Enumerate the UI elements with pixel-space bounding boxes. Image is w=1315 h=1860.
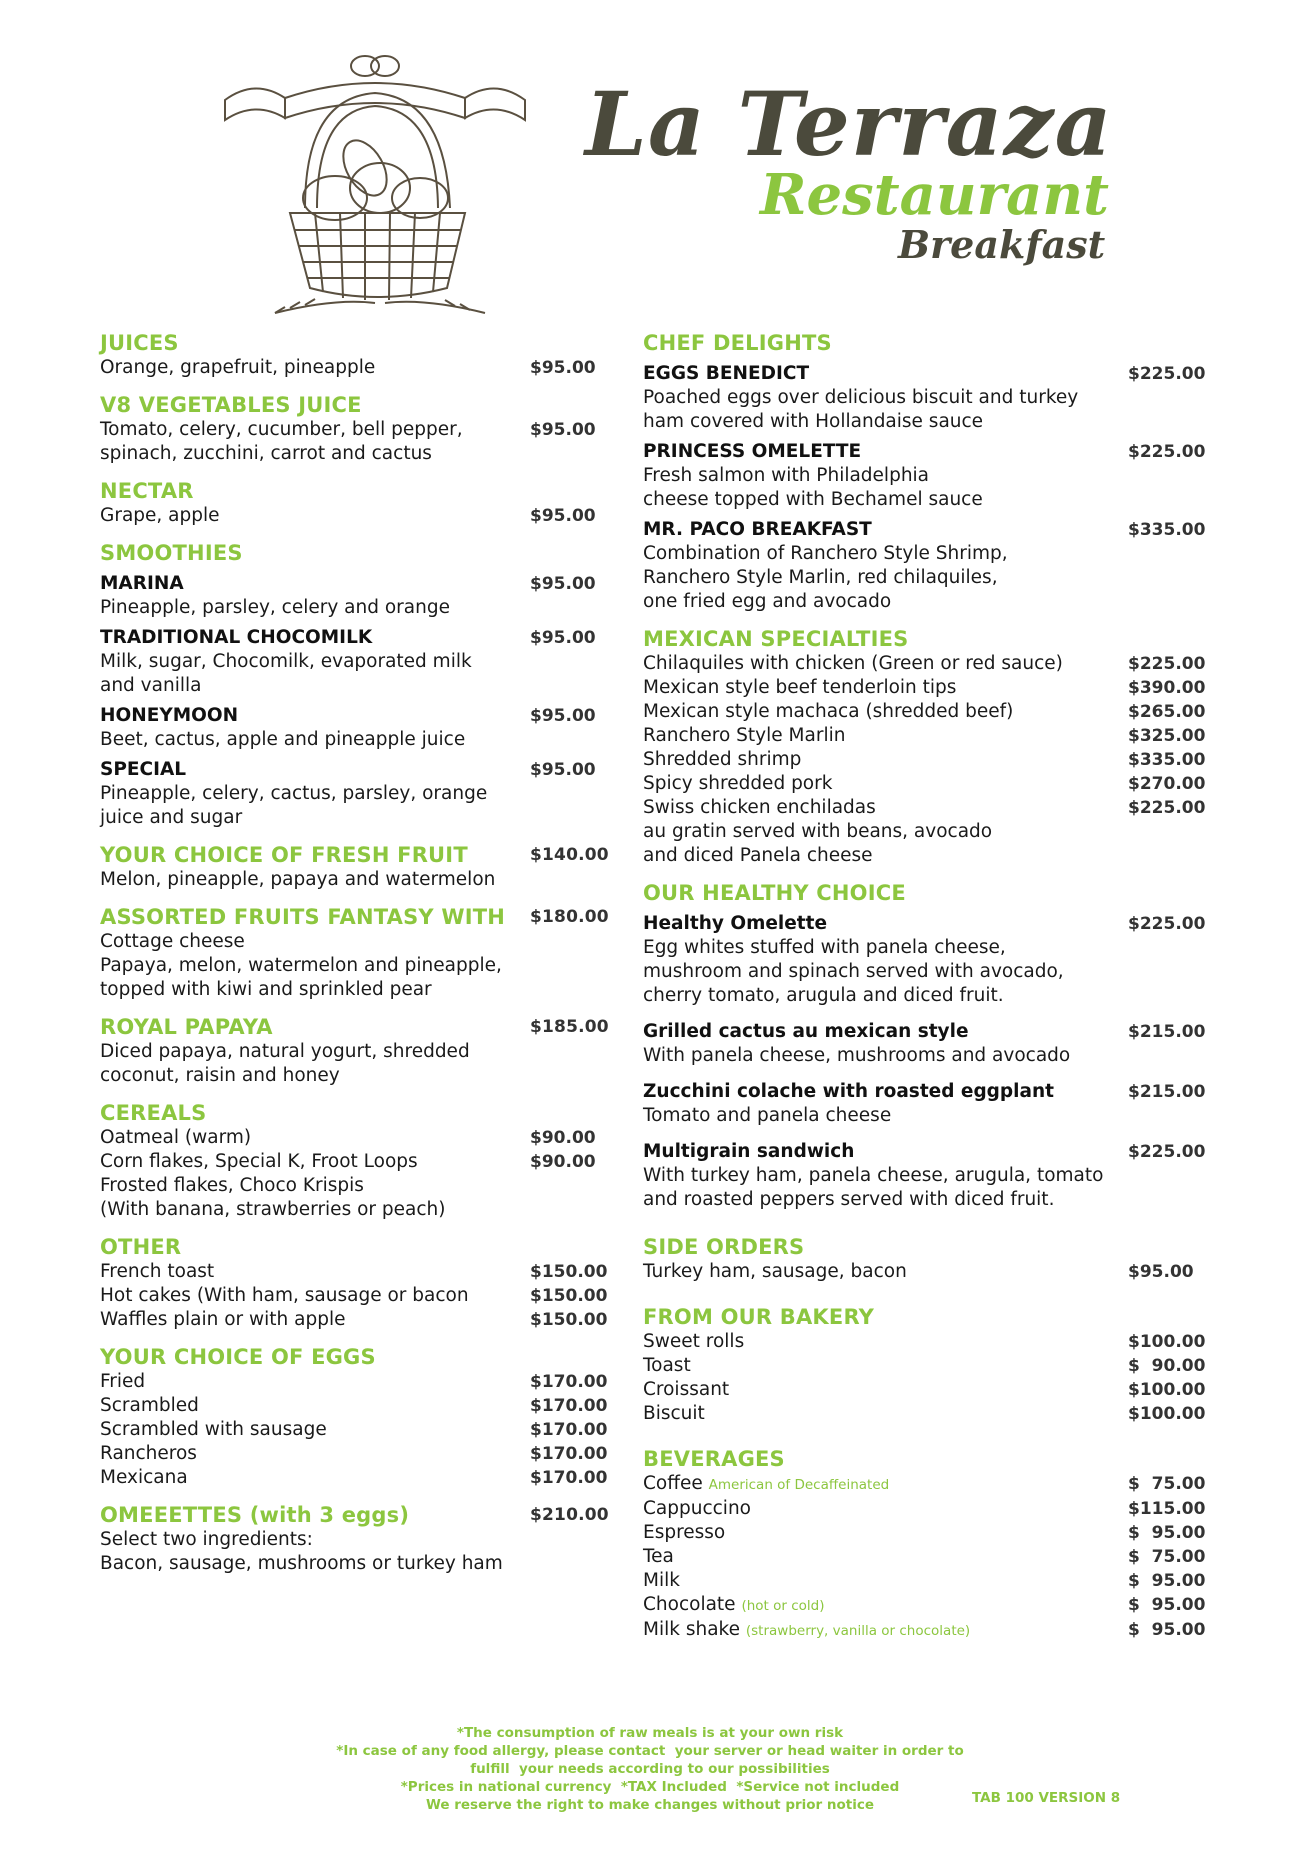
section-cereals [100,1100,605,1222]
section-omelettes [100,1502,609,1576]
menu-item [100,356,605,380]
item-desc: topped with kiwi and sprinkled pear [100,979,432,1000]
item-name: Grilled cactus au mexican style [643,1021,969,1042]
item-desc: mushroom and spinach served with avocado, [643,961,1064,982]
item-desc: Egg whites stuffed with panela cheese, [643,937,1006,958]
menu-item [100,1308,608,1332]
item-price: $ 90.00 [1128,1356,1206,1376]
item-price: $115.00 [1128,1499,1206,1519]
menu-item [643,518,1206,614]
item-desc: Combination of Ranchero Style Shrimp, [643,543,1008,564]
item-desc: Rancheros [100,1443,197,1464]
item-price: $170.00 [530,1420,608,1440]
item-price: $325.00 [1128,726,1206,746]
item-name: Zucchini colache with roasted eggplant [643,1081,1055,1102]
menu-item [100,1260,608,1284]
item-price: $225.00 [1128,364,1206,384]
item-note: (hot or cold) [741,1598,825,1614]
item-desc: Scrambled [100,1395,199,1416]
item-desc: and roasted peppers served with diced fruit. [643,1189,1055,1210]
menu-item [100,1370,608,1394]
item-price: $225.00 [1128,1142,1206,1162]
menu-item [643,362,1206,434]
section-bakery [643,1304,1206,1426]
item-desc: Ranchero Style Marlin, red chilaquiles, [643,567,998,588]
item-price: $170.00 [530,1468,608,1488]
item-price: $335.00 [1128,520,1206,540]
item-desc: Milk, sugar, Chocomilk, evaporated milk [100,651,472,672]
item-price: $95.00 [530,358,596,378]
item-desc: Shredded shrimp [643,749,802,770]
restaurant-name: La Terraza [585,72,1113,176]
section-other [100,1234,608,1332]
item-desc: Spicy shredded pork [643,773,833,794]
menu-item [643,1378,1206,1402]
item-desc: With panela cheese, mushrooms and avocado [643,1045,1071,1066]
footer-note: We reserve the right to make changes without prior notice [425,1797,875,1813]
item-desc: Select two ingredients: [100,1529,313,1550]
section-title [100,1502,609,1528]
menu-item [100,1418,608,1442]
item-desc: Swiss chicken enchiladas [643,797,876,818]
menu-meal-title: Breakfast [898,222,1106,267]
section-title-text: OMEEETTES (with 3 eggs) [100,1503,410,1527]
item-price: $100.00 [1128,1380,1206,1400]
item-price: $225.00 [1128,914,1206,934]
item-price: $225.00 [1128,798,1206,818]
menu-item [643,1080,1206,1128]
menu-item [100,758,605,830]
menu-item [100,704,605,752]
item-price: $140.00 [530,845,609,865]
item-price: $90.00 [530,1152,596,1172]
item-price: $225.00 [1128,654,1206,674]
item-desc: Tea [643,1546,674,1567]
menu-item [643,1497,1206,1521]
section-title: CEREALS [100,1101,207,1125]
menu-item [643,796,1206,820]
item-price: $270.00 [1128,774,1206,794]
menu-item [643,1330,1206,1354]
section-eggs [100,1344,608,1490]
footer-note: *The consumption of raw meals is at your own risk [456,1725,844,1741]
menu-item [100,504,605,528]
item-desc: Biscuit [643,1403,705,1424]
menu-item [643,440,1206,512]
item-desc: au gratin served with beans, avocado [643,821,993,842]
section-smoothies [100,540,605,830]
item-desc: coconut, raisin and honey [100,1065,340,1086]
item-desc: Hot cakes (With ham, sausage or bacon [100,1285,469,1306]
item-desc: Chocolate [643,1594,736,1615]
item-desc: Cappuccino [643,1498,751,1519]
item-price: $170.00 [530,1396,608,1416]
item-desc: Bacon, sausage, mushrooms or turkey ham [100,1553,503,1574]
menu-item [643,700,1206,724]
section-title: SIDE ORDERS [643,1235,805,1259]
section-title: YOUR CHOICE OF EGGS [100,1345,376,1369]
item-desc: Tomato and panela cheese [643,1105,892,1126]
section-title-text: ROYAL PAPAYA [100,1015,273,1039]
item-desc: juice and sugar [100,807,243,828]
section-title: CHEF DELIGHTS [643,331,832,355]
item-name: EGGS BENEDICT [643,363,810,384]
item-desc: Melon, pineapple, papaya and watermelon [100,869,496,890]
item-desc: Frosted flakes, Choco Krispis [100,1175,364,1196]
item-desc: Fried [100,1371,146,1392]
item-price: $265.00 [1128,702,1206,722]
item-desc: Pineapple, celery, cactus, parsley, orange [100,783,488,804]
menu-item [100,1284,608,1308]
section-title: V8 VEGETABLES JUICE [100,393,362,417]
section-nectar [100,478,605,528]
item-desc: With turkey ham, panela cheese, arugula, tomato [643,1165,1104,1186]
menu-item [643,1402,1206,1426]
item-name: Multigrain sandwich [643,1141,855,1162]
item-price: $95.00 [530,760,596,780]
section-v8 [100,392,605,466]
item-desc: Poached eggs over delicious biscuit and turkey [643,387,1079,408]
item-desc: cherry tomato, arugula and diced fruit. [643,985,1004,1006]
section-title: SMOOTHIES [100,541,243,565]
menu-item [643,1472,1206,1497]
item-desc: Grape, apple [100,505,220,526]
item-desc: Beet, cactus, apple and pineapple juice [100,729,466,750]
section-title [100,842,609,868]
menu-item [100,572,605,620]
item-price: $ 95.00 [1128,1620,1206,1640]
menu-item [643,1545,1206,1569]
item-price: $95.00 [530,574,596,594]
item-desc: ham covered with Hollandaise sauce [643,411,984,432]
section-fruits-fantasy [100,904,609,1002]
item-name: MARINA [100,573,184,594]
section-mexican [643,626,1206,868]
item-price: $215.00 [1128,1082,1206,1102]
item-price: $100.00 [1128,1332,1206,1352]
item-desc: Ranchero Style Marlin [643,725,846,746]
item-name: HONEYMOON [100,705,239,726]
item-desc: Turkey ham, sausage, bacon [643,1261,907,1282]
item-name: SPECIAL [100,759,187,780]
item-price: $185.00 [530,1017,609,1037]
menu-version: TAB 100 VERSION 8 [972,1790,1121,1806]
item-desc: Milk [643,1570,680,1591]
item-desc: (With banana, strawberries or peach) [100,1199,446,1220]
menu-item [100,1126,605,1150]
item-price: $95.00 [530,706,596,726]
item-desc: cheese topped with Bechamel sauce [643,489,983,510]
item-desc: Oatmeal (warm) [100,1127,252,1148]
item-desc: Pineapple, parsley, celery and orange [100,597,450,618]
section-title [100,904,609,930]
item-price: $95.00 [530,506,596,526]
item-price: $150.00 [530,1286,608,1306]
item-desc: Fresh salmon with Philadelphia [643,465,930,486]
item-desc: one fried egg and avocado [643,591,892,612]
right-column [643,330,1206,1655]
item-price: $ 95.00 [1128,1523,1206,1543]
menu-item [643,676,1206,700]
menu-item [643,1020,1206,1068]
item-desc: Sweet rolls [643,1331,745,1352]
menu-item [643,912,1206,1008]
item-price: $150.00 [530,1262,608,1282]
footer-note: *In case of any food allergy, please contact your server or head waiter in order to [336,1743,964,1759]
menu-item [643,748,1206,772]
item-price: $90.00 [530,1128,596,1148]
section-royal-papaya [100,1014,609,1088]
item-desc: Tomato, celery, cucumber, bell pepper, [100,419,463,440]
item-price: $225.00 [1128,442,1206,462]
menu-item [100,626,605,698]
item-desc: and vanilla [100,675,202,696]
item-desc: Corn flakes, Special K, Froot Loops [100,1151,418,1172]
section-title: OUR HEALTHY CHOICE [643,881,906,905]
menu-item [100,1466,608,1490]
item-price: $95.00 [1128,1262,1194,1282]
section-fresh-fruit [100,842,609,892]
section-beverages [643,1446,1206,1643]
item-desc: Mexican style machaca (shredded beef) [643,701,1014,722]
item-desc: Chilaquiles with chicken (Green or red sauce) [643,653,1063,674]
menu-item [100,418,605,442]
section-title-text: ASSORTED FRUITS FANTASY WITH [100,905,506,929]
menu-item [100,1394,608,1418]
menu-item [643,724,1206,748]
section-healthy [643,880,1206,1212]
item-price: $215.00 [1128,1022,1206,1042]
section-title [100,1014,609,1040]
footer-note: fulfill your needs according to our possibilities [470,1761,830,1777]
item-desc: Orange, grapefruit, pineapple [100,357,376,378]
item-price: $335.00 [1128,750,1206,770]
item-price: $180.00 [530,907,609,927]
menu-item [643,1521,1206,1545]
item-price: $210.00 [530,1505,609,1525]
item-desc: and diced Panela cheese [643,845,873,866]
section-title-text: YOUR CHOICE OF FRESH FRUIT [100,843,468,867]
menu-item [100,1150,605,1174]
item-name: Healthy Omelette [643,913,828,934]
menu-item [100,1442,608,1466]
item-price: $ 95.00 [1128,1571,1206,1591]
item-desc: spinach, zucchini, carrot and cactus [100,443,432,464]
item-desc: Cottage cheese [100,931,245,952]
item-price: $ 75.00 [1128,1547,1206,1567]
menu-item [643,1569,1206,1593]
section-title: BEVERAGES [643,1447,785,1471]
section-title: NECTAR [100,479,194,503]
menu-item [643,1354,1206,1378]
item-note: (strawberry, vanilla or chocolate) [745,1623,971,1639]
section-side-orders [643,1234,1203,1284]
section-title: MEXICAN SPECIALTIES [643,627,909,651]
section-title: JUICES [100,331,179,355]
item-desc: Diced papaya, natural yogurt, shredded [100,1041,470,1062]
item-price: $170.00 [530,1372,608,1392]
restaurant-subtitle: Restaurant [760,162,1109,228]
item-desc: Papaya, melon, watermelon and pineapple, [100,955,502,976]
menu-footer [330,1724,970,1814]
menu-item [643,1140,1206,1212]
item-name: PRINCESS OMELETTE [643,441,862,462]
item-desc: Toast [643,1355,691,1376]
item-desc: Milk shake [643,1619,740,1640]
section-title: FROM OUR BAKERY [643,1305,875,1329]
menu-item [643,1260,1203,1284]
item-desc: Mexican style beef tenderloin tips [643,677,957,698]
section-chef-delights [643,330,1206,614]
section-juices [100,330,605,380]
menu-item [643,1593,1206,1618]
menu-item [643,1618,1206,1643]
item-name: MR. PACO BREAKFAST [643,519,872,540]
item-desc: Coffee [643,1473,703,1494]
item-desc: Espresso [643,1522,726,1543]
item-price: $95.00 [530,420,596,440]
item-price: $100.00 [1128,1404,1206,1424]
item-price: $170.00 [530,1444,608,1464]
item-desc: Waffles plain or with apple [100,1309,346,1330]
item-note: American of Decaffeinated [708,1477,890,1493]
item-desc: Scrambled with sausage [100,1419,327,1440]
item-desc: Croissant [643,1379,730,1400]
footer-note: *Prices in national currency *TAX Included *Service not included [400,1779,900,1795]
item-price: $ 75.00 [1128,1474,1206,1494]
item-desc: French toast [100,1261,215,1282]
menu-item [643,772,1206,796]
menu-header [0,0,1315,320]
section-title: OTHER [100,1235,182,1259]
bread-basket-icon [215,48,535,330]
item-price: $95.00 [530,628,596,648]
item-price: $150.00 [530,1310,608,1330]
item-name: TRADITIONAL CHOCOMILK [100,627,373,648]
menu-item [643,652,1206,676]
left-column [100,330,609,1588]
item-desc: Mexicana [100,1467,188,1488]
item-price: $ 95.00 [1128,1595,1206,1615]
item-price: $390.00 [1128,678,1206,698]
